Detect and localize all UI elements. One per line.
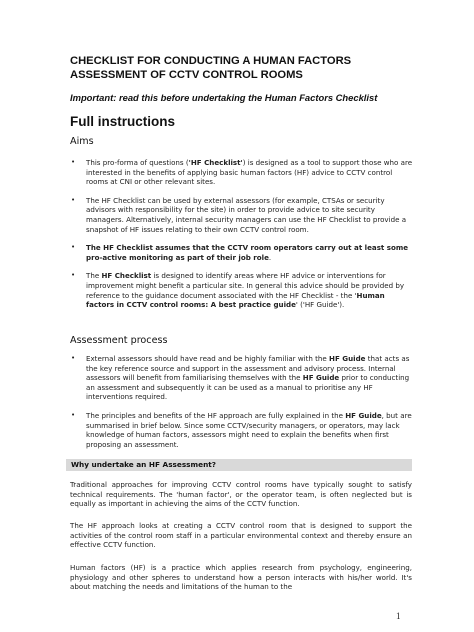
list-item: • This pro-forma of questions ('HF Checklist') is designed as a tool to support those who are interested in the benefits of applying basic human factors (HF) advice to CCTV control rooms at CNI or other relevant sites. bbox=[71, 158, 413, 187]
aims-heading: Aims bbox=[70, 136, 94, 147]
full-instructions-heading: Full instructions bbox=[70, 114, 176, 129]
why-heading: Why undertake an HF Assessment? bbox=[71, 460, 216, 469]
aims-list bbox=[70, 158, 414, 319]
bullet-icon: • bbox=[71, 158, 76, 166]
bullet-icon: • bbox=[71, 354, 76, 362]
why-heading-bar bbox=[66, 459, 412, 471]
list-item: • The HF Checklist is designed to identify areas where HF advice or interventions for improvement might benefit a particular site. In general this advice should be provided by reference to the guidance document associated with the HF Checklist - the 'Human factors in CCTV control rooms: A best practice guide' ('HF Guide'). bbox=[71, 271, 405, 310]
important-note: Important: read this before undertaking the Human Factors Checklist bbox=[70, 92, 378, 103]
list-item: • The HF Checklist assumes that the CCTV room operators carry out at least some pro-active monitoring as part of their job role. bbox=[71, 243, 409, 262]
bullet-icon: • bbox=[71, 243, 76, 252]
document-title: CHECKLIST FOR CONDUCTING A HUMAN FACTORS ASSESSMENT OF CCTV CONTROL ROOMS bbox=[70, 55, 352, 81]
list-item: • The HF Checklist can be used by external assessors (for example, CTSAs or security advisors with responsibility for the site) in order to provide advice to site security managers. Alternatively, internal security managers can use the HF Checklist to provide a snapshot of HF issues relating to their own CCTV control room. bbox=[71, 195, 407, 234]
why-paragraph-1: Traditional approaches for improving CCTV control rooms have typically sought to satisfy technical requirements. The 'human factor', or the operator team, is often neglected but is equally as important in achieving the aims of the CCTV function. bbox=[70, 480, 412, 509]
assessment-process-heading: Assessment process bbox=[70, 335, 168, 346]
list-item: • The principles and benefits of the HF approach are fully explained in the HF Guide, but are summarised in brief below. Since some CCTV/security managers, or operators, may lack knowledge of human factors, assessors might need to explain the benefits when first proposing an assessment. bbox=[71, 410, 412, 449]
list-item: • External assessors should have read and be highly familiar with the HF Guide that acts as the key reference source and support in the assessment and advisory process. Internal assessors will benefit from familiarising themselves with the HF Guide prior to conducting an assessment and subsequently it can be used as a manual to prioritise any HF interventions required. bbox=[71, 354, 410, 402]
assessment-list bbox=[70, 354, 414, 458]
why-paragraph-3: Human factors (HF) is a practice which applies research from psychology, engineering, physiology and other spheres to understand how a person interacts with his/her world. It's about matching the needs and limitations of the human to the bbox=[70, 563, 412, 592]
bullet-icon: • bbox=[71, 271, 76, 280]
page-number: 1 bbox=[396, 611, 401, 621]
bullet-icon: • bbox=[71, 410, 76, 419]
bullet-icon: • bbox=[71, 195, 76, 204]
why-paragraph-2: The HF approach looks at creating a CCTV control room that is designed to support the activities of the control room staff in a particular environmental context and thereby ensure an effective CCTV function. bbox=[70, 521, 412, 550]
